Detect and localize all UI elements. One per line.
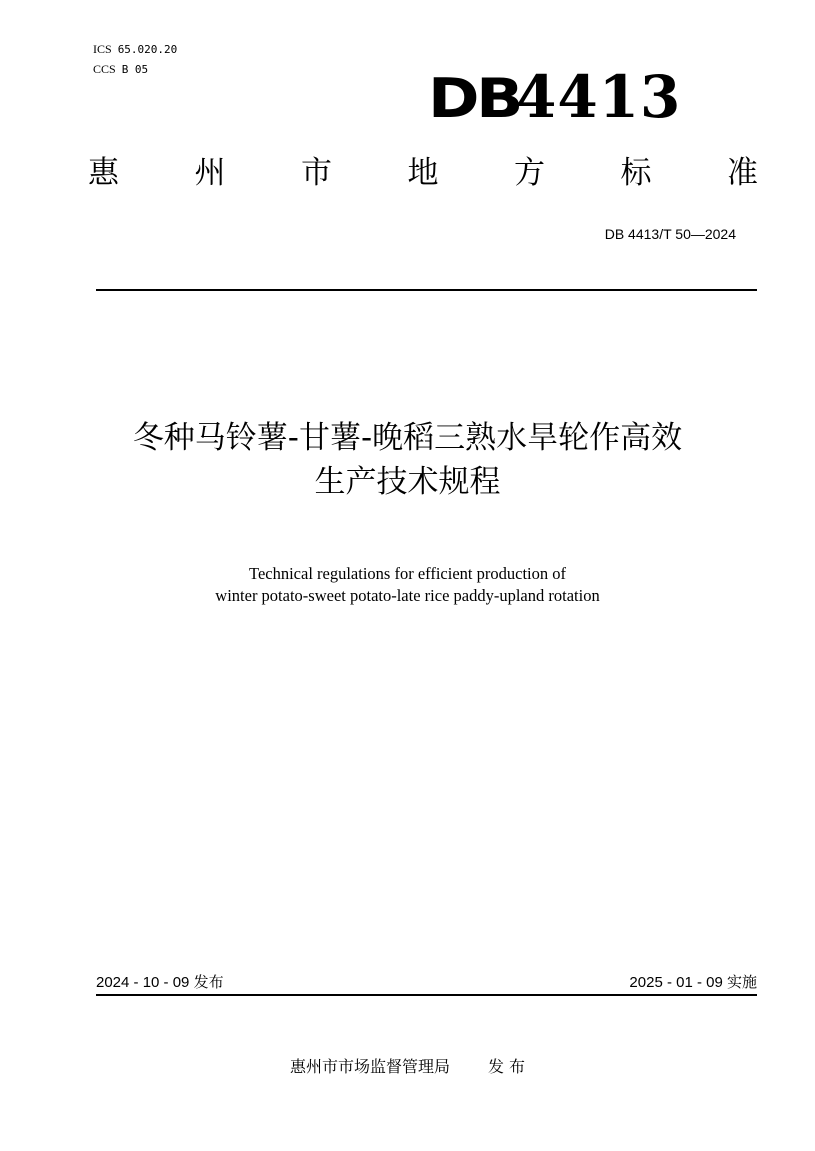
standard-type-char: 方	[514, 155, 545, 191]
english-title-line1: Technical regulations for efficient production of	[249, 564, 566, 583]
db-logo-number: 4413	[515, 63, 682, 131]
chinese-title	[0, 416, 815, 504]
standard-type-char: 标	[620, 155, 652, 191]
chinese-title-line2: 生产技术规程	[314, 464, 501, 500]
issuer-name: 惠州市市场监督管理局	[289, 1057, 450, 1076]
standard-type-char: 地	[407, 155, 439, 191]
bottom-divider	[96, 994, 757, 996]
chinese-title-line1: 冬种马铃薯-甘薯-晚稻三熟水旱轮作高效	[132, 420, 683, 456]
standard-type-char: 市	[301, 155, 332, 191]
ccs-label: CCS	[93, 62, 116, 76]
issue-date: 2024 - 10 - 09 发布	[96, 974, 224, 991]
standard-type-heading	[88, 155, 758, 191]
implement-date: 2025 - 01 - 09 实施	[629, 974, 757, 991]
ccs-line	[93, 60, 148, 79]
ics-line	[93, 40, 177, 59]
english-title	[0, 563, 815, 607]
top-divider	[96, 289, 757, 291]
issuer-action: 发 布	[487, 1057, 526, 1076]
standard-type-char: 州	[194, 155, 226, 191]
standard-type-char: 准	[727, 155, 758, 191]
db-logo-prefix: DB	[428, 67, 520, 130]
ics-label: ICS	[93, 42, 112, 56]
db-logo	[428, 63, 682, 131]
ics-code: 65.020.20	[117, 43, 178, 56]
standard-type-char: 惠	[88, 155, 119, 191]
issuer-line	[0, 1054, 815, 1077]
standard-number: DB 4413/T 50—2024	[604, 226, 736, 242]
english-title-line2: winter potato-sweet potato-late rice paddy-upland rotation	[215, 586, 600, 605]
ccs-code: B 05	[121, 63, 149, 76]
date-row	[96, 971, 757, 992]
